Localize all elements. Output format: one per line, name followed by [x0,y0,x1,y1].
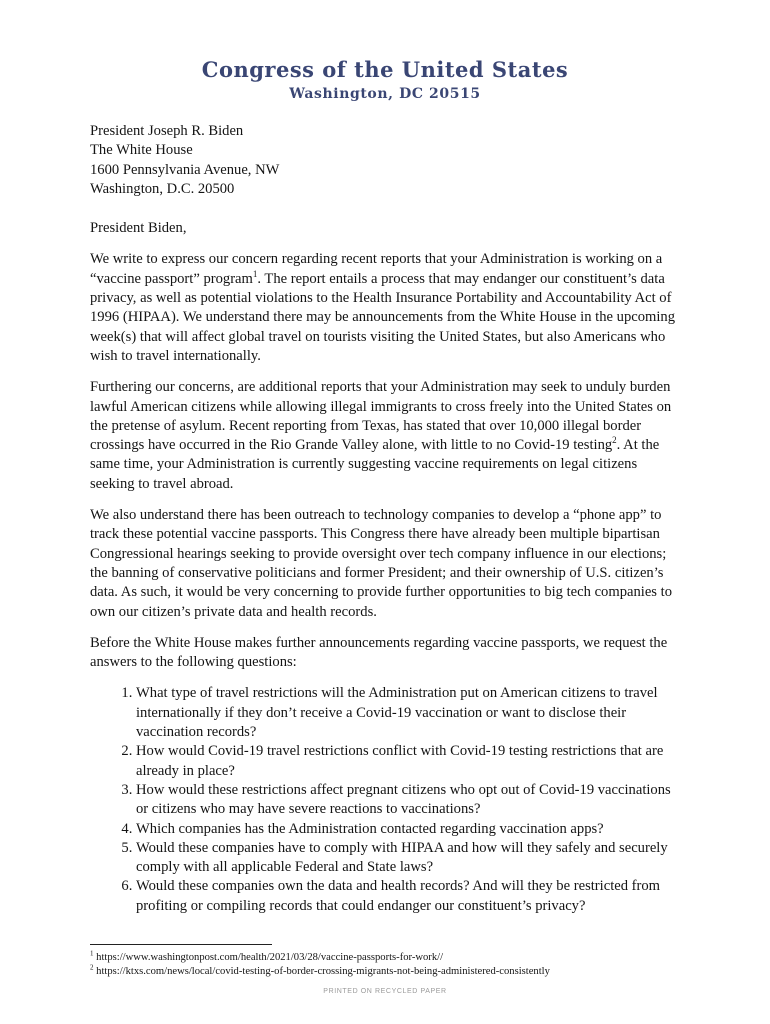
paragraph-2-text-b: . At the same time, your Administration is currently suggesting vaccine requirements on legal citizens seeking to travel abroad. [90,437,660,492]
footnote-ref-1: 1 [252,268,258,279]
footnote-1 [90,951,710,965]
footnote-number: 2 [90,963,94,972]
footnote-divider [90,944,272,945]
footnote-2 [90,965,710,979]
footnote-link: https://www.washingtonpost.com/health/2021/03/28/vaccine-passports-for-work// [93,952,444,963]
paragraph-4: Before the White House makes further announcements regarding vaccine passports, we request the answers to the following questions: [90,634,668,671]
footnote-link: https://ktxs.com/news/local/covid-testing-of-border-crossing-migrants-not-being-administered-consistently [93,966,550,977]
letter-body [90,122,682,916]
paragraph-1-text-b: . The report entails a process that may endanger our constituent’s data privacy, as well as potential violations to the Health Insurance Portability and Accountability Act of 1996 (HIPAA). We understand there may be announcements from the White House in the upcoming week(s) that will affect global travel on tourists visiting the United States, but also Americans who wish to travel internationally. [90,270,676,364]
paragraph-2 [90,378,682,494]
recipient-name: President Joseph R. Biden [90,123,244,139]
recycled-paper-mark: PRINTED ON RECYCLED PAPER [323,988,447,995]
paragraph-1 [90,250,682,366]
question-item: 2. How would Covid-19 travel restrictions conflict with Covid-19 testing restrictions that are already in place? [136,742,682,781]
recipient-city: Washington, D.C. 20500 [90,180,235,197]
paragraph-2-text-a: Furthering our concerns, are additional reports that your Administration may seek to unduly burden lawful American citizens while allowing illegal immigrants to cross freely into the United States on the pretense of asylum. Recent reporting from Texas, has stated that over 10,000 illegal border crossings have occurred in the Rio Grande Valley alone, with little to no Covid-19 testing [90,379,672,454]
salutation: President Biden, [90,220,187,237]
questions-list [90,684,682,916]
question-item: 3. How would these restrictions affect pregnant citizens who opt out of Covid-19 vaccinations or citizens who may have severe reactions to vaccinations? [136,781,682,820]
letterhead-title: Congress of the United States [201,57,569,82]
footnote-number: 1 [90,949,94,958]
question-item: 1. What type of travel restrictions will the Administration put on American citizens to travel internationally if they don’t receive a Covid-19 vaccination or want to disclose their vaccination records? [136,684,682,742]
recipient-street: 1600 Pennsylvania Avenue, NW [90,161,280,178]
paragraph-1-text-a: We write to express our concern regarding recent reports that your Administration is working on a “vaccine passport” program [90,251,663,287]
paragraph-3: We also understand there has been outreach to technology companies to develop a “phone app” to track these potential vaccine passports. This Congress there have already been multiple bipartisan Congressional hearings seeking to provide oversight over tech company influence in our elections; the banning of conservative politicians and former President; and their ownership of U.S. citizen’s data. As such, it would be very concerning to provide further opportunities to big tech companies to own our citizen’s private data and health records. [90,507,672,620]
letterhead [0,56,770,104]
letterhead-subtitle: Washington, DC 20515 [289,86,481,102]
footnotes [90,944,710,979]
recipient-org: The White House [90,142,193,159]
question-item: 4. Which companies has the Administration contacted regarding vaccination apps? [136,820,682,839]
question-item: 6. Would these companies own the data and health records? And will they be restricted from profiting or compiling records that could endanger our constituent’s privacy? [136,877,682,916]
recipient-address [90,122,682,199]
question-item: 5. Would these companies have to comply with HIPAA and how will they safely and securely comply with all applicable Federal and State laws? [136,839,682,878]
footnote-ref-2: 2 [612,435,617,446]
